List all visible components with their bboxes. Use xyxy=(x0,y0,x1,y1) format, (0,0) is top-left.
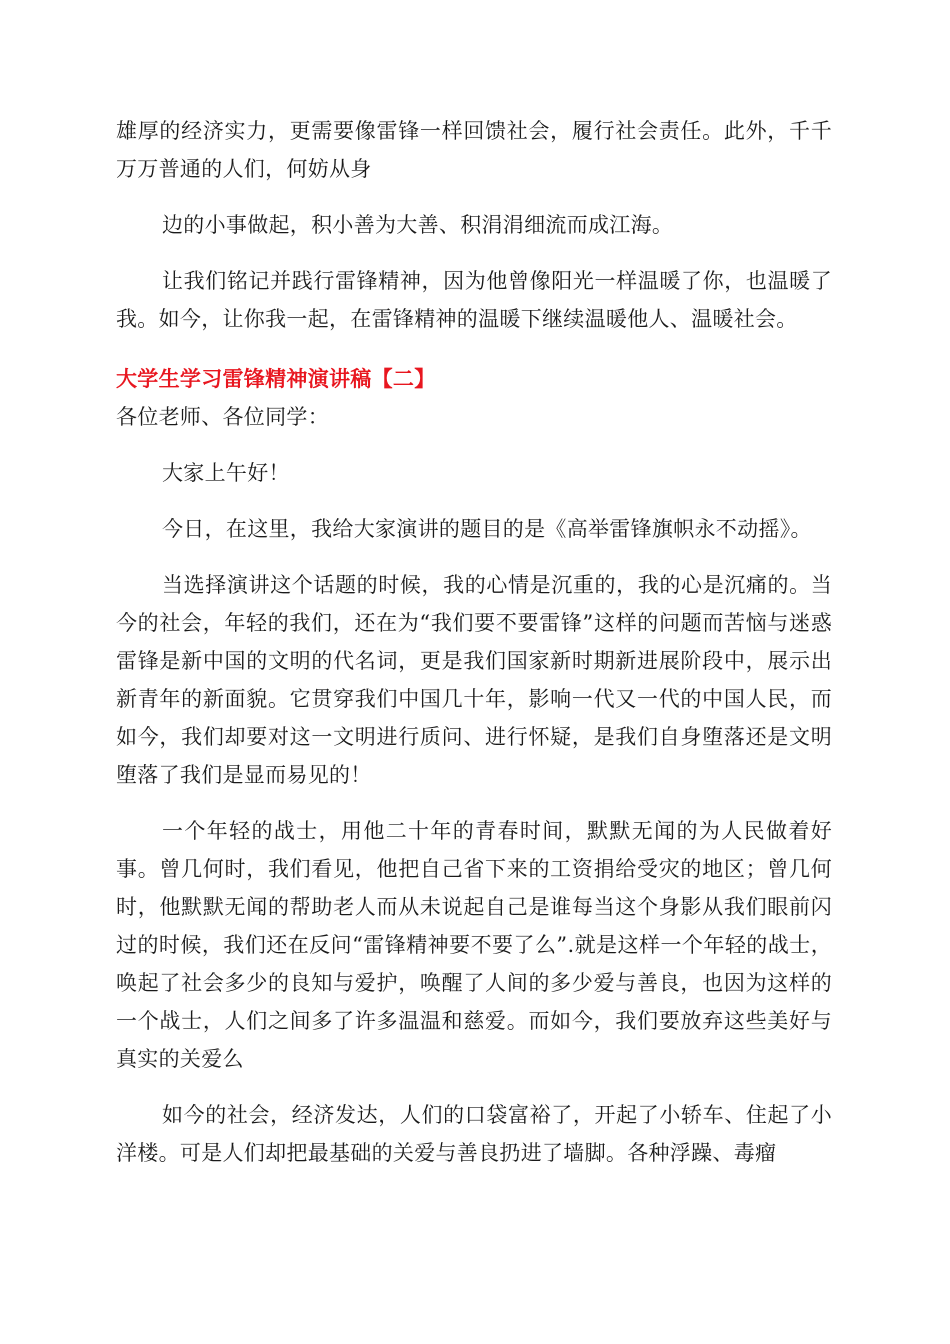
section-heading: 大学生学习雷锋精神演讲稿【二】 xyxy=(116,367,436,391)
greeting: 大家上午好！ xyxy=(162,461,290,485)
paragraph-6: 如今的社会，经济发达，人们的口袋富裕了，开起了小轿车、住起了小洋楼。可是人们却把最基础的关爱与善良扔进了墙脚。各种浮躁、毒瘤 xyxy=(116,1103,832,1165)
paragraph-2: 边的小事做起，积小善为大善、积涓涓细流而成江海。 xyxy=(162,213,674,237)
salutation: 各位老师、各位同学： xyxy=(116,405,329,429)
paragraph-4: 当选择演讲这个话题的时候，我的心情是沉重的，我的心是沉痛的。当今的社会，年轻的我们，还在为“我们要不要雷锋”这样的问题而苦恼与迷惑雷锋是新中国的文明的代名词，更是我们国家新时期新进展阶段中，展示出新青年的新面貌。它贯穿我们中国几十年，影响一代又一代的中国人民，而如今，我们却要对这一文明进行质问、进行怀疑，是我们自身堕落还是文明堕落了我们是显而易见的！ xyxy=(116,573,832,787)
paragraph-1: 雄厚的经济实力，更需要像雷锋一样回馈社会，履行社会责任。此外，千千万万普通的人们，何妨从身 xyxy=(116,119,832,181)
document-body xyxy=(116,112,832,1172)
paragraph-3: 让我们铭记并践行雷锋精神，因为他曾像阳光一样温暖了你，也温暖了我。如今，让你我一起，在雷锋精神的温暖下继续温暖他人、温暖社会。 xyxy=(116,269,832,331)
paragraph-5: 一个年轻的战士，用他二十年的青春时间，默默无闻的为人民做着好事。曾几何时，我们看见，他把自己省下来的工资捐给受灾的地区；曾几何时，他默默无闻的帮助老人而从未说起自己是谁每当这个身影从我们眼前闪过的时候，我们还在反问“雷锋精神要不要了么”.就是这样一个年轻的战士，唤起了社会多少的良知与爱护，唤醒了人间的多少爱与善良，也因为这样的一个战士，人们之间多了许多温温和慈爱。而如今，我们要放弃这些美好与真实的关爱么 xyxy=(116,819,832,1071)
paragraph-topic: 今日，在这里，我给大家演讲的题目的是《高举雷锋旗帜永不动摇》。 xyxy=(162,517,812,541)
